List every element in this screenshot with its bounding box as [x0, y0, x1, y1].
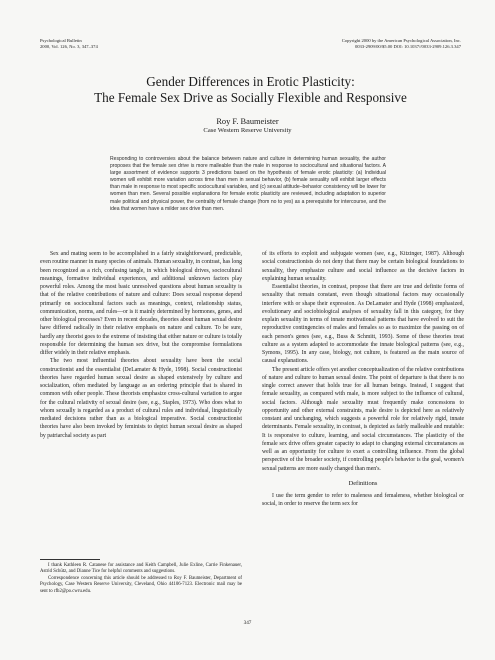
- copyright-line: Copyright 2000 by the American Psychological Association, Inc.: [341, 38, 461, 43]
- abstract: Responding to controversies about the balance between nature and culture in determining human sexuality, the author proposes that the female sex drive is more malleable than the male in response to sociocultural and situational factors. A large assortment of evidence supports 3 predictions based on the hypothesis of female erotic plasticity: (a) Individual women will exhibit more variation across time than men in sexual behavior, (b) female sexuality will exhibit larger effects than male in response to most specific sociocultural variables, and (c) sexual attitude–behavior consistency will be lower for women than men. Several possible explanations for female erotic plasticity are reviewed, including adaptation to superior male political and physical power, the centrality of female change (from no to yes) as a prerequisite for intercourse, and the idea that women have a milder sex drive than men.: [110, 156, 386, 212]
- author-name: Roy F. Baumeister: [216, 117, 279, 126]
- body-paragraph: Sex and mating seem to be accomplished in a fairly straightforward, predictable, even routine manner in many species of animals. Human sexuality, in contrast, has long been recognized as a rich, confusing tangle, in which biological drives, sociocultural meanings, formative individual experiences, and additional unknown factors play powerful roles. Among the most basic unresolved questions about human sexuality is that of the relative contributions of nature and culture: Does sexual response depend primarily on sociocultural factors such as meanings, context, relationship status, communication, norms, and rules—or is it mainly determined by hormones, genes, and other biological processes? Even in recent decades, theories about human sexual desire have differed radically in their relative emphasis on nature and culture. To be sure, hardly any theorist goes to the extreme of insisting that either nature or culture is totally responsible for determining the human sex drive, but the compromise formulations differ widely in their relative emphasis.: [40, 251, 242, 356]
- article-title: [40, 74, 461, 106]
- journal-name: Psychological Bulletin: [40, 38, 82, 43]
- right-column: [262, 250, 464, 508]
- footnote-acknowledgment: I thank Kathleen R. Catanese for assistance and Keith Campbell, Julie Exline, Carrie Finkenauer, Astrid Schütz, and Dianne Tice for helpful comments and suggestions.: [40, 563, 242, 575]
- copyright-header: [342, 38, 461, 49]
- footnotes: [40, 563, 242, 595]
- journal-volume: 2000, Vol. 126, No. 3, 347–374: [40, 43, 98, 49]
- body-paragraph: I use the term gender to refer to maleness and femaleness, whether biological or social, in order to reserve the term sex for: [262, 492, 464, 507]
- body-paragraph: The present article offers yet another conceptualization of the relative contributions of nature and culture to human sexual desire. The point of departure is that there is no single correct answer that holds true for all human beings. Instead, I suggest that female sexuality, as compared with male, is more subject to the influence of cultural, social factors. Although male sexuality must frequently make concessions to opportunity and other external constraints, male desire is depicted here as relatively constant and unchanging, which suggests a powerful role for relatively rigid, innate determinants. Female sexuality, in contrast, is depicted as fairly malleable and mutable: It is responsive to culture, learning, and social circumstances. The plasticity of the female sex drive offers greater capacity to adapt to changing external circumstances as well as an opportunity for culture to exert a controlling influence. From the global perspective of the broader society, if controlling people's behavior is the goal, women's sexual patterns are more easily changed than men's.: [262, 366, 464, 472]
- body-paragraph: Essentialist theories, in contrast, propose that there are true and definite forms of sexuality that remain constant, even though situational factors may occasionally interfere with or shape their expression. As DeLamater and Hyde (1998) emphasized, evolutionary and sociobiological analyses of sexuality fall in this category, for they explain sexuality in terms of innate motivational patterns that have evolved to suit the reproductive contingencies of males and females so as to maximize the passing on of each person's genes (see, e.g., Buss & Schmitt, 1993). Some of these theories treat culture as a system adapted to accommodate the innate biological patterns (see, e.g., Symons, 1995). In any case, biology, not culture, is featured as the main source of causal explanations.: [262, 284, 464, 365]
- title-line-1: Gender Differences in Erotic Plasticity:: [146, 74, 355, 89]
- section-heading-definitions: Definitions: [348, 479, 378, 487]
- left-column: [40, 250, 242, 550]
- footnote-correspondence: Correspondence concerning this article should be addressed to Roy F. Baumeister, Department of Psychology, Case Western Reserve University, Cleveland, Ohio 44106-7123. Electronic mail may be sent to rfb2@po.cwru.edu.: [40, 575, 242, 594]
- footnote-rule: [40, 559, 100, 560]
- body-paragraph: The two most influential theories about sexuality have been the social constructionist and the essentialist (DeLamater & Hyde, 1998). Social constructionist theories have regarded human sexual desire as shaped extensively by culture and socialization, often mediated by language as an ordering principle that is shared in common with other people. These theorists emphasize cross-cultural variation to argue for the cultural relativity of sexual desire (see, e.g., Staples, 1973). Who does what to whom sexually is regarded as a product of cultural rules and individual, linguistically mediated decisions rather than as a biological imperative. Social constructionist theories have also been invoked by feminists to depict human sexual desire as shaped by patriarchal society as part: [40, 358, 242, 439]
- body-paragraph: of its efforts to exploit and subjugate women (see, e.g., Kitzinger, 1987). Although social constructionists do not deny that there may be certain biological foundations to sexuality, they emphasize culture and social influence as the decisive factors in explaining human sexuality.: [262, 251, 464, 282]
- title-line-2: The Female Sex Drive as Socially Flexible and Responsive: [94, 90, 407, 105]
- doi-line: 0033-2909/00/$5.00 DOI: 10.1037//0033-2909.126.3.347: [354, 43, 461, 49]
- author-affiliation: Case Western Reserve University: [203, 127, 292, 134]
- journal-header: [40, 38, 98, 49]
- page-number: 347: [243, 620, 252, 626]
